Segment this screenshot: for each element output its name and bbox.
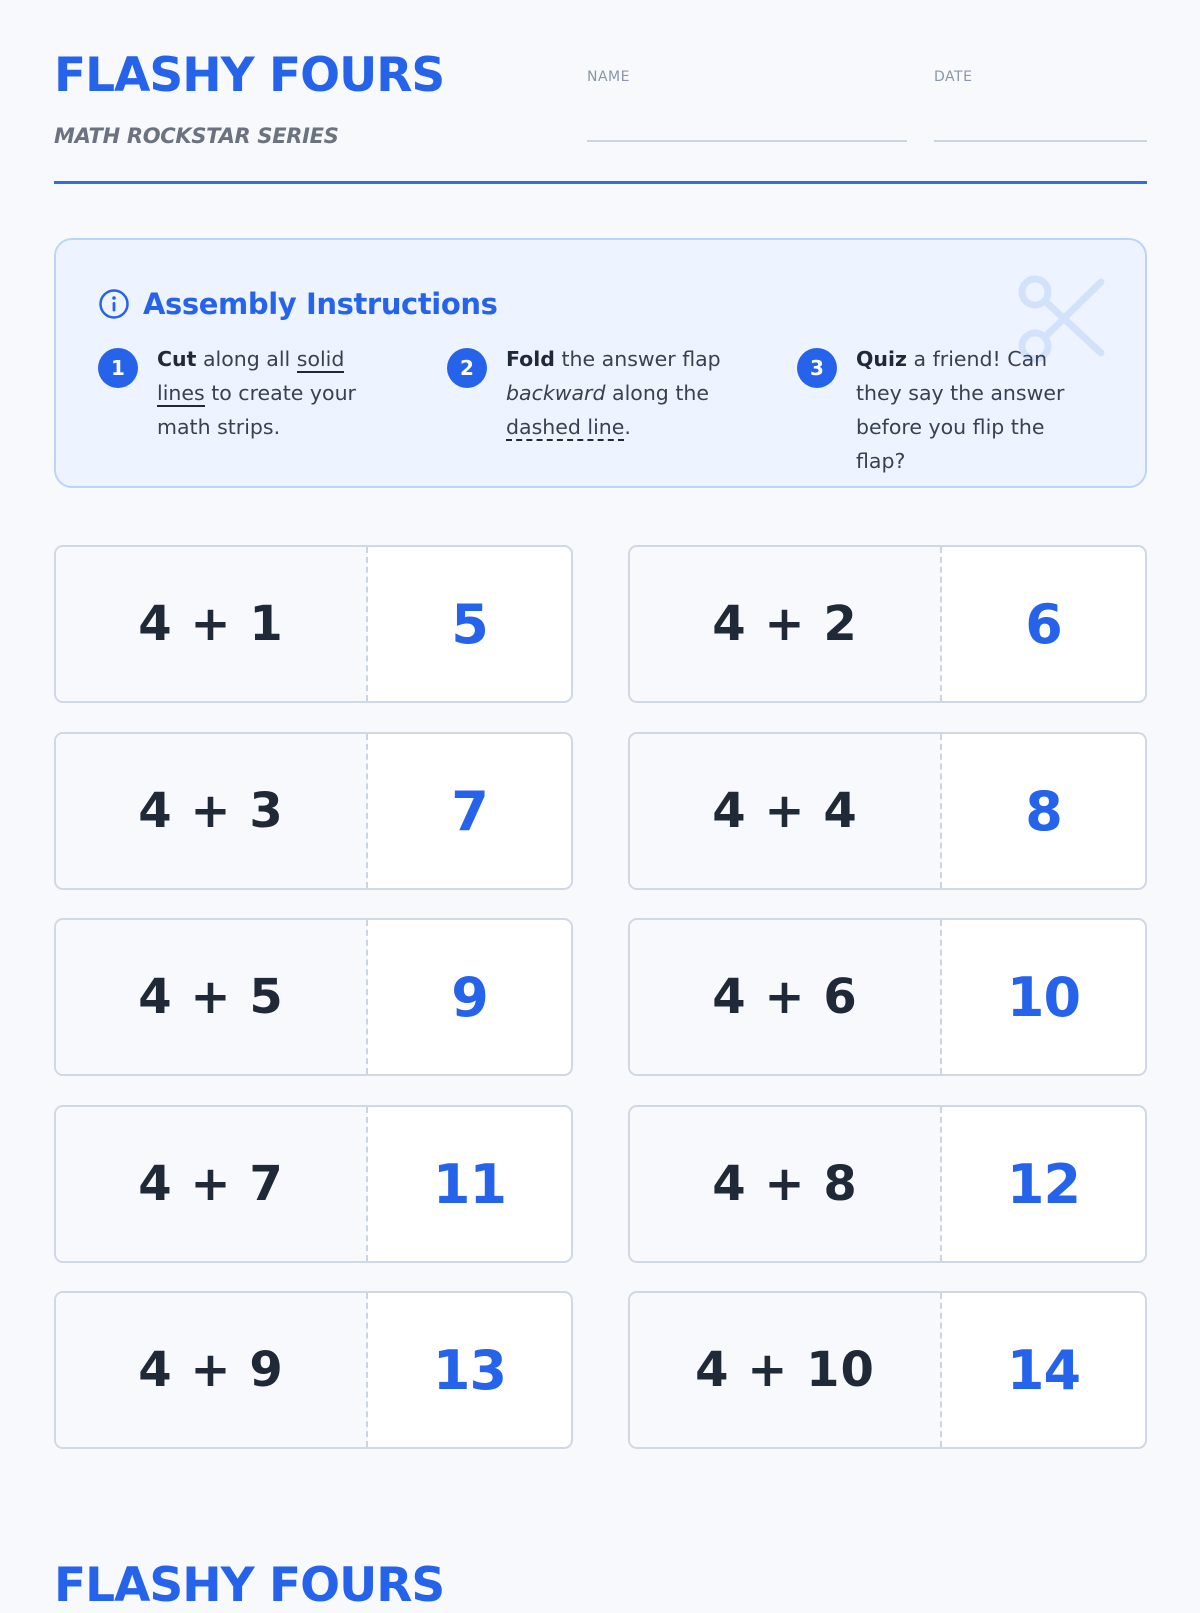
instructions-heading: [98, 286, 497, 322]
step-text-part: the answer flap: [554, 347, 721, 371]
flashcard-answer-flap[interactable]: 10: [1006, 965, 1081, 1029]
date-field[interactable]: [934, 140, 1147, 142]
worksheet-page: [54, 0, 1147, 1613]
solid-lines-term: solid lines: [157, 347, 345, 405]
flashcard-question: 4 + 8: [630, 1107, 942, 1261]
flashcard-answer-flap[interactable]: 14: [1006, 1338, 1081, 1402]
flashcard-answer-flap[interactable]: 5: [451, 592, 488, 656]
step-text-part: along the: [605, 381, 709, 405]
flashcard-question: 4 + 5: [56, 920, 368, 1074]
flashcard-answer-flap[interactable]: 12: [1006, 1152, 1081, 1216]
flashcard-answer-flap[interactable]: 11: [432, 1152, 507, 1216]
flashcard[interactable]: [54, 918, 573, 1076]
assembly-instructions-panel: [54, 238, 1147, 488]
date-label: DATE: [934, 69, 973, 85]
flashcard-question: 4 + 9: [56, 1293, 368, 1447]
flashcard[interactable]: [628, 918, 1147, 1076]
step-verb: Fold: [506, 347, 555, 371]
name-label: NAME: [587, 69, 630, 85]
worksheet-title: FLASHY FOURS: [54, 48, 445, 103]
flashcard[interactable]: [628, 732, 1147, 890]
flashcard-question: 4 + 3: [56, 734, 368, 888]
step-verb: Cut: [157, 347, 197, 371]
flashcard-answer-flap[interactable]: 6: [1025, 592, 1062, 656]
step-emphasis: backward: [506, 381, 606, 405]
step-text-part: a friend! Can they say the answer before you flip the flap?: [856, 347, 1065, 473]
step-text-part: .: [624, 415, 631, 439]
worksheet-subtitle: MATH ROCKSTAR SERIES: [54, 124, 339, 148]
step-text: [506, 342, 737, 444]
name-field[interactable]: [587, 140, 907, 142]
step-number-badge: 3: [797, 348, 837, 388]
flashcard[interactable]: [54, 545, 573, 703]
step-text-part: along all: [196, 347, 297, 371]
instruction-step-3: [797, 348, 1087, 478]
info-icon: [98, 288, 130, 320]
flashcard[interactable]: [628, 1291, 1147, 1449]
flashcard[interactable]: [628, 545, 1147, 703]
step-text: [856, 342, 1087, 478]
flashcard[interactable]: [54, 732, 573, 890]
flashcard-answer-flap[interactable]: 9: [451, 965, 488, 1029]
next-page-title: FLASHY FOURS: [54, 1558, 445, 1613]
flashcard-answer-flap[interactable]: 7: [451, 779, 488, 843]
step-verb: Quiz: [856, 347, 907, 371]
flashcard-question: 4 + 1: [56, 547, 368, 701]
dashed-line-term: dashed line: [506, 415, 625, 439]
step-text: [157, 342, 388, 444]
flashcard-question: 4 + 7: [56, 1107, 368, 1261]
flashcard-answer-flap[interactable]: 13: [432, 1338, 507, 1402]
step-number-badge: 1: [98, 348, 138, 388]
flashcard[interactable]: [54, 1291, 573, 1449]
flashcard[interactable]: [628, 1105, 1147, 1263]
flashcard-answer-flap[interactable]: 8: [1025, 779, 1062, 843]
flashcard-question: 4 + 4: [630, 734, 942, 888]
instructions-title: Assembly Instructions: [143, 287, 498, 321]
instruction-step-2: [447, 348, 737, 444]
worksheet-header: [54, 0, 1147, 184]
step-number-badge: 2: [447, 348, 487, 388]
flashcard-question: 4 + 6: [630, 920, 942, 1074]
flashcard[interactable]: [54, 1105, 573, 1263]
flashcard-question: 4 + 2: [630, 547, 942, 701]
instruction-step-1: [98, 348, 388, 444]
step-text-part: to create your math strips.: [157, 381, 356, 439]
flashcard-question: 4 + 10: [630, 1293, 942, 1447]
